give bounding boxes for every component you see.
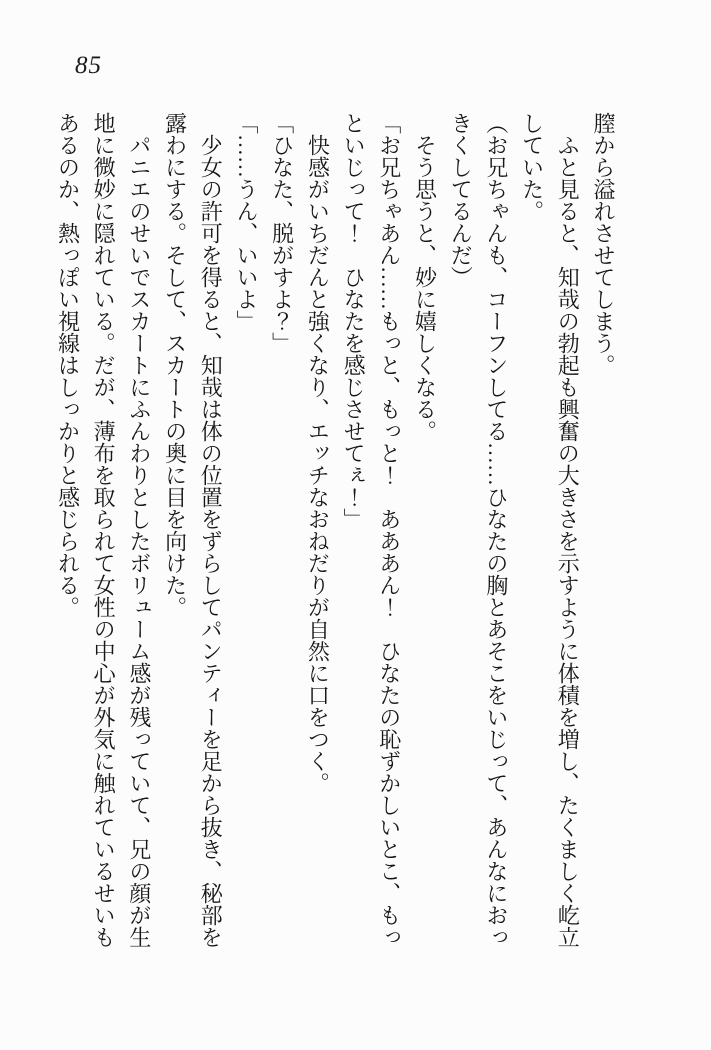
paragraph-10: パニエのせいでスカートにふんわりとしたボリューム感が残っていて、兄の顔が生地に微妙に隠れている。だが、薄布を取られて女性の中心が外気に触れているせいもあるのか、熱っぽい視線はしっかりと感じられる。 <box>55 112 152 948</box>
paragraph-1: 膣から溢れさせてしまう。 <box>591 112 616 376</box>
paragraph-8: 「……うん、いいよ」 <box>233 112 259 332</box>
paragraph-6: 快感がいちだんと強くなり、エッチなおねだりが自然に口をつく。 <box>305 134 331 794</box>
paragraph-5: 「お兄ちゃあん……もっと、もっと！ あああん！ ひなたの恥ずかしいとこ、もっといじって！ ひなたを感じさせてぇ！」 <box>341 112 402 948</box>
paragraph-4: そう思うと、妙に嬉しくなる。 <box>412 134 438 442</box>
paragraph-3: （お兄ちゃんも、コーフンしてる……ひなたの胸とあそこをいじって、あんなにおっきくしてるんだ） <box>448 112 509 948</box>
paragraph-9: 少女の許可を得ると、知哉は体の位置をずらしてパンティーを足から抜き、秘部を露わにする。そして、スカートの奥に目を向けた。 <box>162 112 224 948</box>
page-text-block <box>50 112 621 952</box>
paragraph-7: 「ひなた、脱がすよ？」 <box>269 112 295 354</box>
paragraph-2: ふと見ると、知哉の勃起も興奮の大きさを示すように体積を増し、たくましく屹立していた。 <box>519 112 581 948</box>
page-number: 85 <box>75 52 102 79</box>
